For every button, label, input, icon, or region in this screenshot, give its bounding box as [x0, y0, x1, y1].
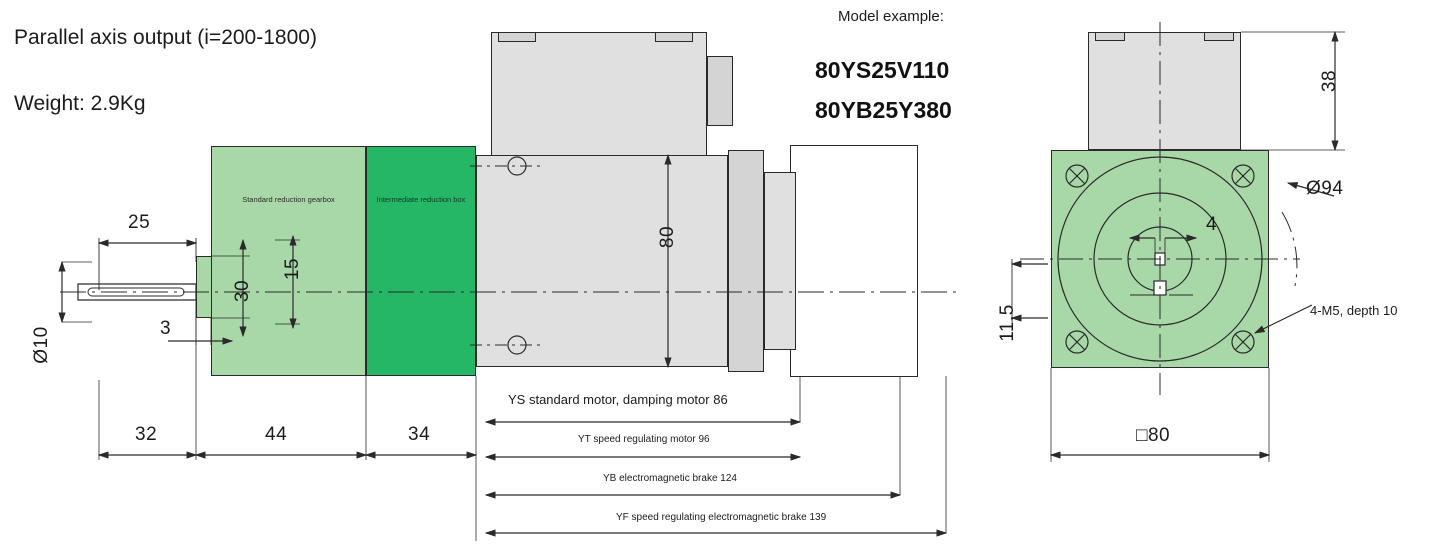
note-thread-spec: 4-M5, depth 10	[1310, 303, 1398, 318]
dim-square-80: □80	[1136, 425, 1171, 446]
terminal-box-connector	[707, 56, 733, 126]
intermediate-reduction-box	[366, 146, 476, 376]
dim-flange-30: 30	[232, 279, 253, 303]
terminal-box-tab-left	[498, 32, 536, 42]
motor-end-cap	[728, 150, 764, 372]
dim-flange-15: 15	[282, 257, 303, 281]
note-ys-standard-motor: YS standard motor, damping motor 86	[508, 392, 728, 407]
dim-key-4: 4	[1206, 214, 1218, 235]
note-yt-speed-motor: YT speed regulating motor 96	[578, 434, 710, 445]
note-yf-speed-brake: YF speed regulating electromagnetic brake 139	[616, 512, 827, 523]
page-title: Parallel axis output (i=200-1800)	[14, 26, 317, 49]
dim-len-44: 44	[265, 424, 288, 445]
gearbox-front-flange	[196, 256, 212, 318]
front-terminal-box	[1088, 32, 1241, 150]
dim-circle-94: Ø94	[1306, 178, 1344, 199]
model-example-label: Model example:	[838, 8, 944, 25]
intermediate-box-label: Intermediate reduction box	[376, 195, 466, 204]
dim-len-34: 34	[408, 424, 431, 445]
terminal-box-tab-right	[655, 32, 693, 42]
front-terminal-tab-left	[1095, 32, 1125, 41]
dim-shaft-length: 25	[128, 212, 151, 233]
front-face-square	[1051, 150, 1269, 368]
dim-offset-11-5: 11.5	[997, 304, 1018, 342]
motor-rear-body	[790, 145, 918, 377]
dim-shaft-diameter: Ø10	[31, 326, 52, 364]
model-code-2: 80YB25Y380	[815, 97, 952, 123]
motor-main-body	[476, 155, 728, 367]
terminal-box	[491, 32, 707, 156]
dim-top-38: 38	[1319, 69, 1340, 93]
dim-step-3: 3	[160, 318, 172, 339]
note-yb-brake: YB electromagnetic brake 124	[603, 473, 737, 484]
dim-len-32: 32	[135, 424, 158, 445]
dim-body-80: 80	[657, 225, 678, 249]
front-terminal-tab-right	[1204, 32, 1234, 41]
model-code-1: 80YS25V110	[815, 57, 950, 83]
motor-tail-block	[764, 172, 796, 350]
weight-label: Weight: 2.9Kg	[14, 92, 146, 115]
standard-gearbox-label: Standard reduction gearbox	[242, 195, 335, 204]
